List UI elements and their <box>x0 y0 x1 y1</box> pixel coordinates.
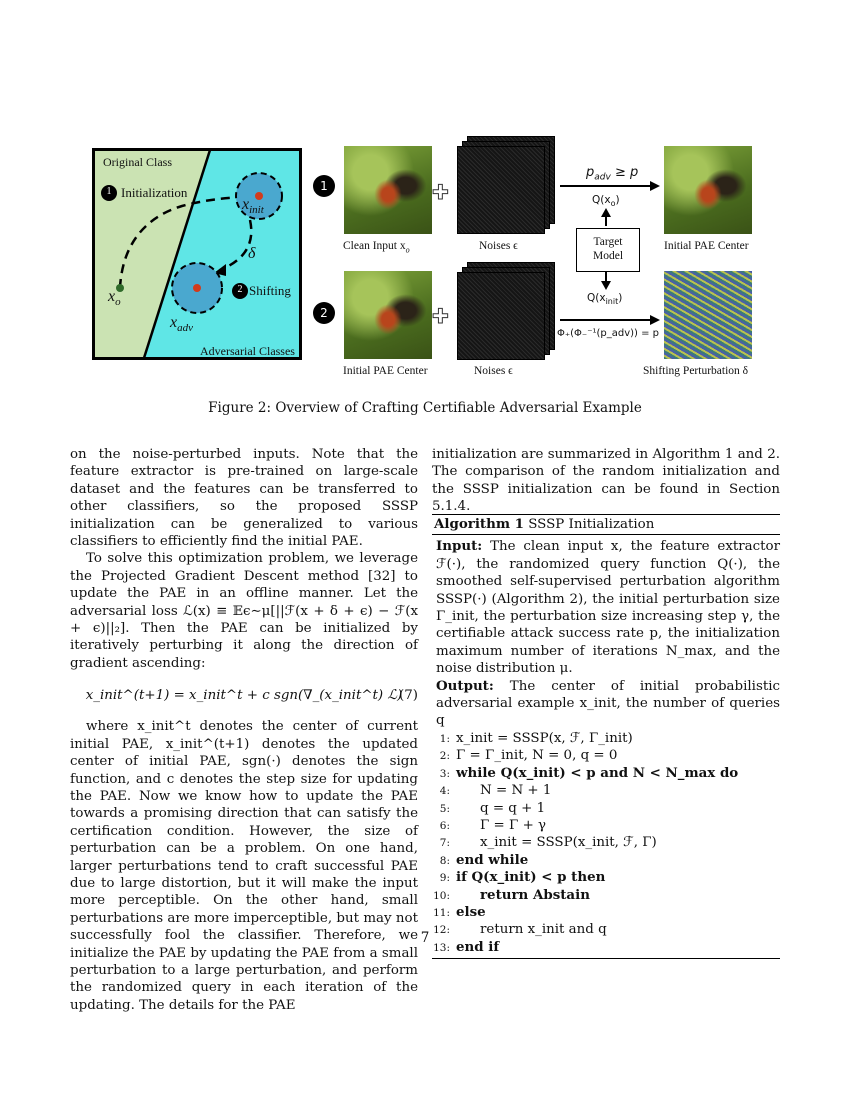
algorithm-line: 12: return x_init and q <box>433 922 607 938</box>
initialization-label: Initialization <box>121 185 188 200</box>
algorithm-title-text: SSSP Initialization <box>523 517 655 532</box>
target-model-box <box>576 228 640 272</box>
algorithm-line: 8: end while <box>439 851 529 868</box>
algorithm-line: 7: x_init = SSSP(x_init, ℱ, Γ) <box>439 835 657 851</box>
step2-number: 2 <box>237 284 243 295</box>
equation-body: x_init^(t+1) = x_init^t + c sgn(∇_(x_init^t) ℒ) <box>85 688 403 704</box>
row2-marker: 2 <box>313 302 335 324</box>
algorithm-line: 1: x_init = SSSP(x, ℱ, Γ_init) <box>439 730 633 746</box>
x-o-label: $x_o$ <box>108 288 121 309</box>
algorithm-line: 4: N = N + 1 <box>439 783 552 799</box>
shifting-perturbation-image <box>664 271 752 359</box>
right-para-1: initialization are summarized in Algorithm 1 and 2. The comparison of the random initialization and the SSSP initialization can be found in Section 5.1.4. <box>432 447 780 515</box>
algorithm-title-number: Algorithm 1 <box>434 516 524 532</box>
right-column <box>432 446 780 516</box>
algorithm-line: 5: q = q + 1 <box>439 800 546 816</box>
left-para-3: where x_init^t denotes the center of current initial PAE, x_init^(t+1) denotes the updated center of initial PAE, sgn(·) denotes the sign function, and c denotes the step size for updating the PAE. Now we know how to update the PAE towards a promising direction that can satisfy the certification condition. However, the size of perturbation can be a problem. On one hand, larger perturbations tend to craft successful PAE due to large distortion, but it will make the input more perceptible. On the other hand, small perturbations are more imperceptible, but may not successfully fool the classifier. Therefore, we initialize the PAE by updating the PAE from a small perturbation to a large perturbation, and perform the randomized query in each iteration of the updating. The details for the PAE <box>70 719 418 1013</box>
noise-image <box>457 146 545 234</box>
adversarial-classes-label: Adversarial Classes <box>200 344 295 358</box>
left-para-1: on the noise-perturbed inputs. Note that the feature extractor is pre-trained on large-scale dataset and the features can be transferred to other classifiers, so the proposed SSSP initialization can be generalized to various classifiers to efficiently find the initial PAE. <box>70 447 418 550</box>
x-init-label: $x_{init}$ <box>242 196 264 217</box>
padv-condition: $p_{adv} \ge p$ <box>586 165 639 183</box>
initial-pae-center-label-1: Initial PAE Center <box>664 240 749 252</box>
phi-condition: Φ₊(Φ₋⁻¹(p_adv)) = p <box>557 328 660 339</box>
figure-caption: Figure 2: Overview of Crafting Certifiable Adversarial Example <box>208 400 642 416</box>
noise-image-2 <box>457 272 545 360</box>
input-label: Input: <box>436 538 483 555</box>
algorithm-line: 10: return Abstain <box>433 886 590 903</box>
figure-2 <box>0 0 850 440</box>
noises-label-2: Noises ϵ <box>474 365 513 377</box>
q-xinit-label: $Q(x_{init})$ <box>587 292 623 307</box>
x-adv-label: $x_{adv}$ <box>170 314 193 335</box>
target-model-label-1: Target <box>593 236 623 248</box>
plus-icon-2: ✚ <box>432 304 449 328</box>
left-para-2: To solve this optimization problem, we leverage the Projected Gradient Descent method [32] to update the PAE in an offline manner. Let the adversarial loss ℒ(x) ≡ 𝔼ϵ∼μ[||ℱ(x + δ + ϵ) − ℱ(x + ϵ)||₂]. Then the PAE can be initialized by iteratively perturbing it along the direction of gradient ascending: <box>70 551 418 671</box>
noises-label-1: Noises ϵ <box>479 240 518 252</box>
shifting-perturbation-label: Shifting Perturbation δ <box>643 365 749 377</box>
delta-label: δ <box>248 245 256 262</box>
algorithm-input <box>432 535 780 677</box>
clean-input-label: Clean Input $x_o$ <box>343 240 410 255</box>
algorithm-line: 11: else <box>433 903 486 920</box>
algorithm-title <box>432 514 780 535</box>
algorithm-line: 2: Γ = Γ_init, N = 0, q = 0 <box>439 748 618 764</box>
page-number: 7 <box>420 930 430 946</box>
algorithm-line: 6: Γ = Γ + γ <box>439 817 547 833</box>
clean-input-image <box>344 146 432 234</box>
algorithm-line: 9: if Q(x_init) < p then <box>439 869 606 886</box>
initial-pae-image-1 <box>664 146 752 234</box>
equation-number: (7) <box>399 688 418 704</box>
row1-marker: 1 <box>313 175 335 197</box>
algorithm-line: 13: end if <box>433 938 500 955</box>
algorithm-steps <box>432 730 780 959</box>
output-text: The center of initial probabilistic adversarial example x_init, the number of queries q <box>436 678 780 729</box>
output-label: Output: <box>436 677 494 694</box>
class-space-diagram <box>92 148 302 360</box>
step1-number: 1 <box>106 186 112 197</box>
original-class-label: Original Class <box>103 155 172 169</box>
equation-7 <box>70 676 418 718</box>
left-column <box>70 446 418 1014</box>
initial-pae-center-label-2: Initial PAE Center <box>343 365 428 377</box>
algorithm-output <box>432 678 780 730</box>
shifting-label: Shifting <box>249 283 291 298</box>
q-xo-label: $Q(x_o)$ <box>592 194 620 209</box>
algorithm-1 <box>432 514 780 959</box>
algorithm-line: 3: while Q(x_init) < p and N < N_max do <box>439 764 739 781</box>
plus-icon: ✚ <box>432 180 449 204</box>
target-model-label-2: Model <box>592 250 624 262</box>
x-adv-point <box>193 284 201 292</box>
input-text: The clean input x, the feature extractor ℱ(·), the randomized query function Q(·), the smoothed self-supervised perturbation algorithm SSSP(·) (Algorithm 2), the initial perturbation size Γ_init, the perturbation size increasing step γ, the certifiable attack success rate p, the initialization maximum number of iterations N_max, and the noise distribution μ. <box>436 539 780 677</box>
initial-pae-image-2 <box>344 271 432 359</box>
